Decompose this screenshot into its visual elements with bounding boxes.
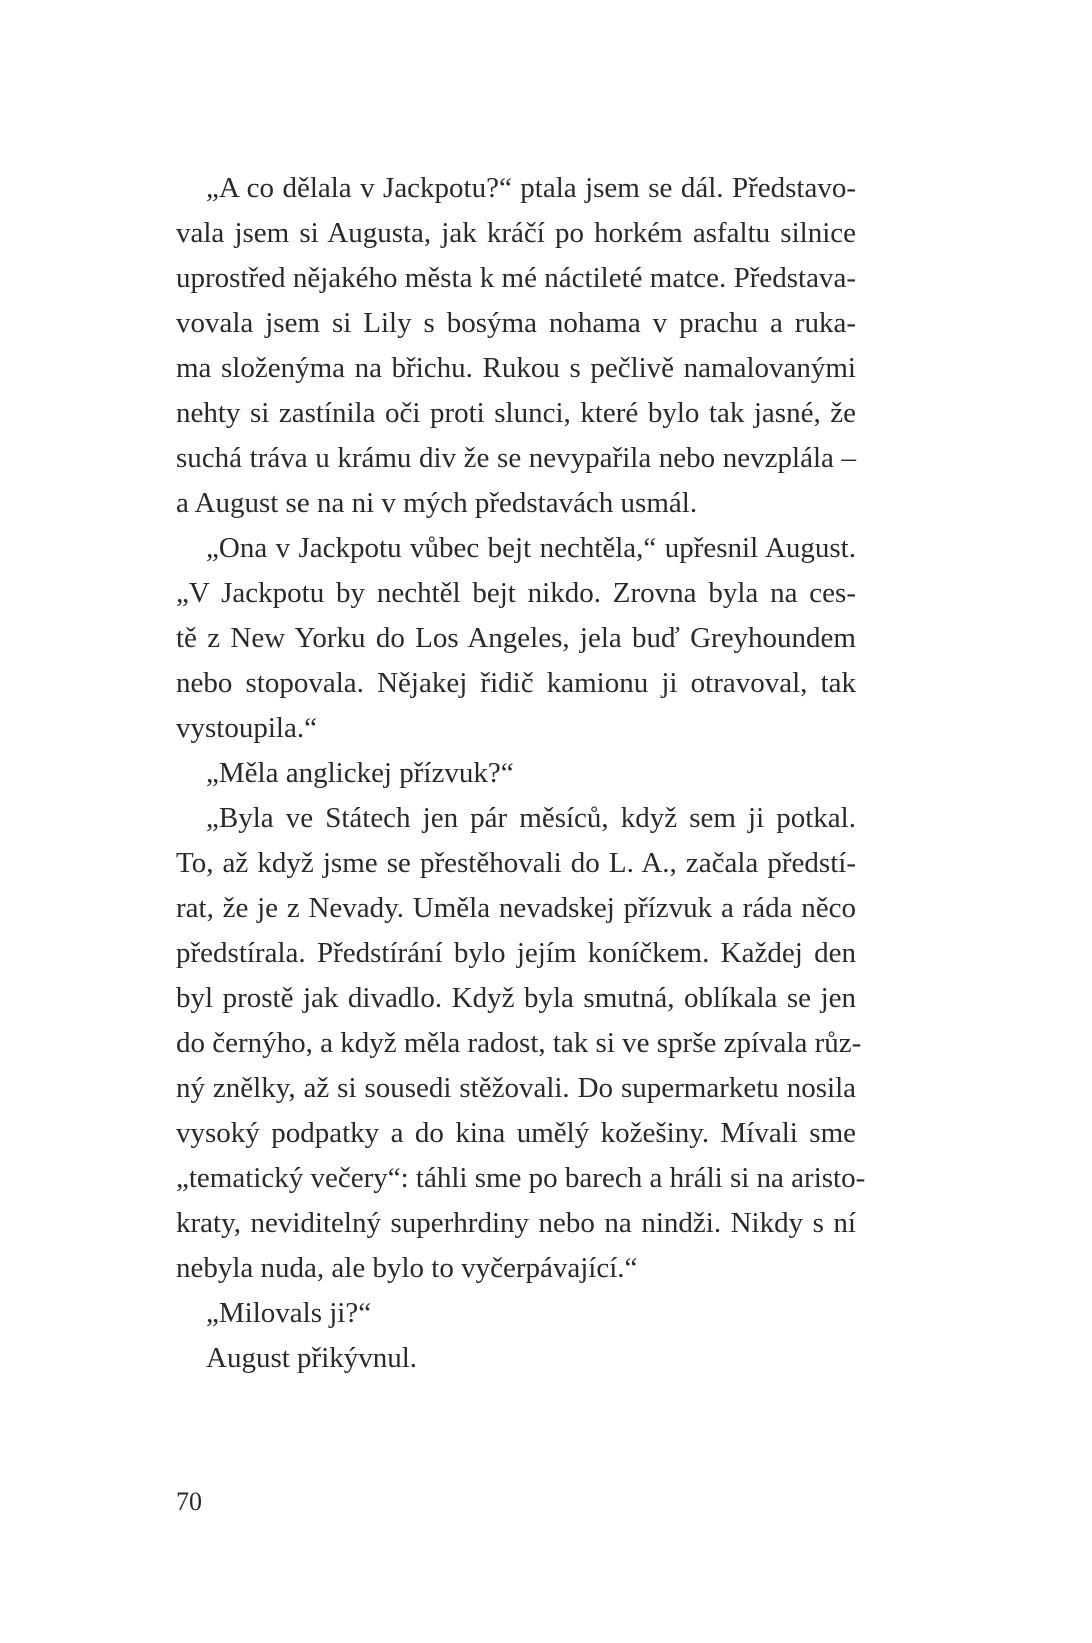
text-line: předstírala. Předstírání bylo jejím koníčkem. Každej den (176, 937, 856, 969)
text-line: a August se na ni v mých představách usmál. (176, 487, 698, 519)
text-line: nebyla nuda, ale bylo to vyčerpávající.“ (176, 1252, 638, 1284)
text-line: do černýho, a když měla radost, tak si ve sprše zpívala růz- (176, 1027, 862, 1059)
text-line: „Měla anglickej přízvuk?“ (206, 757, 514, 789)
page-number: 70 (176, 1487, 202, 1516)
text-line: „A co dělala v Jackpotu?“ ptala jsem se dál. Představo- (206, 172, 856, 204)
text-line: tě z New Yorku do Los Angeles, jela buď Greyhoundem (176, 622, 856, 654)
body-text (176, 166, 866, 1381)
text-line: nebo stopovala. Nějakej řidič kamionu ji otravoval, tak (176, 667, 856, 699)
text-line: vovala jsem si Lily s bosýma nohama v prachu a ruka- (176, 307, 856, 339)
text-line: uprostřed nějakého města k mé náctileté matce. Představa- (176, 262, 856, 294)
text-line: ma složenýma na břichu. Rukou s pečlivě namalovanými (176, 352, 856, 384)
text-line: kraty, neviditelný superhrdiny nebo na nindži. Nikdy s ní (176, 1207, 856, 1239)
text-line: „Milovals ji?“ (206, 1297, 372, 1329)
text-line: ný znělky, až si sousedi stěžovali. Do supermarketu nosila (176, 1072, 856, 1104)
text-line: „tematický večery“: táhli sme po barech a hráli si na aristo- (176, 1162, 866, 1194)
text-line: vala jsem si Augusta, jak kráčí po horkém asfaltu silnice (176, 217, 856, 249)
text-line: rat, že je z Nevady. Uměla nevadskej přízvuk a ráda něco (176, 892, 856, 924)
text-line: suchá tráva u krámu div že se nevypařila nebo nevzplála – (176, 442, 856, 474)
text-line: „Ona v Jackpotu vůbec bejt nechtěla,“ upřesnil August. (206, 532, 856, 564)
text-line: „Byla ve Státech jen pár měsíců, když sem ji potkal. (206, 802, 856, 834)
text-line: vysoký podpatky a do kina umělý kožešiny. Mívali sme (176, 1117, 856, 1149)
text-line: nehty si zastínila oči proti slunci, které bylo tak jasné, že (176, 397, 856, 429)
text-line: „V Jackpotu by nechtěl bejt nikdo. Zrovna byla na ces- (176, 577, 856, 609)
text-line: To, až když jsme se přestěhovali do L. A., začala předstí- (176, 847, 856, 879)
text-line: byl prostě jak divadlo. Když byla smutná, oblíkala se jen (176, 982, 856, 1014)
text-line: vystoupila.“ (176, 712, 317, 744)
text-line: August přikývnul. (206, 1342, 418, 1374)
